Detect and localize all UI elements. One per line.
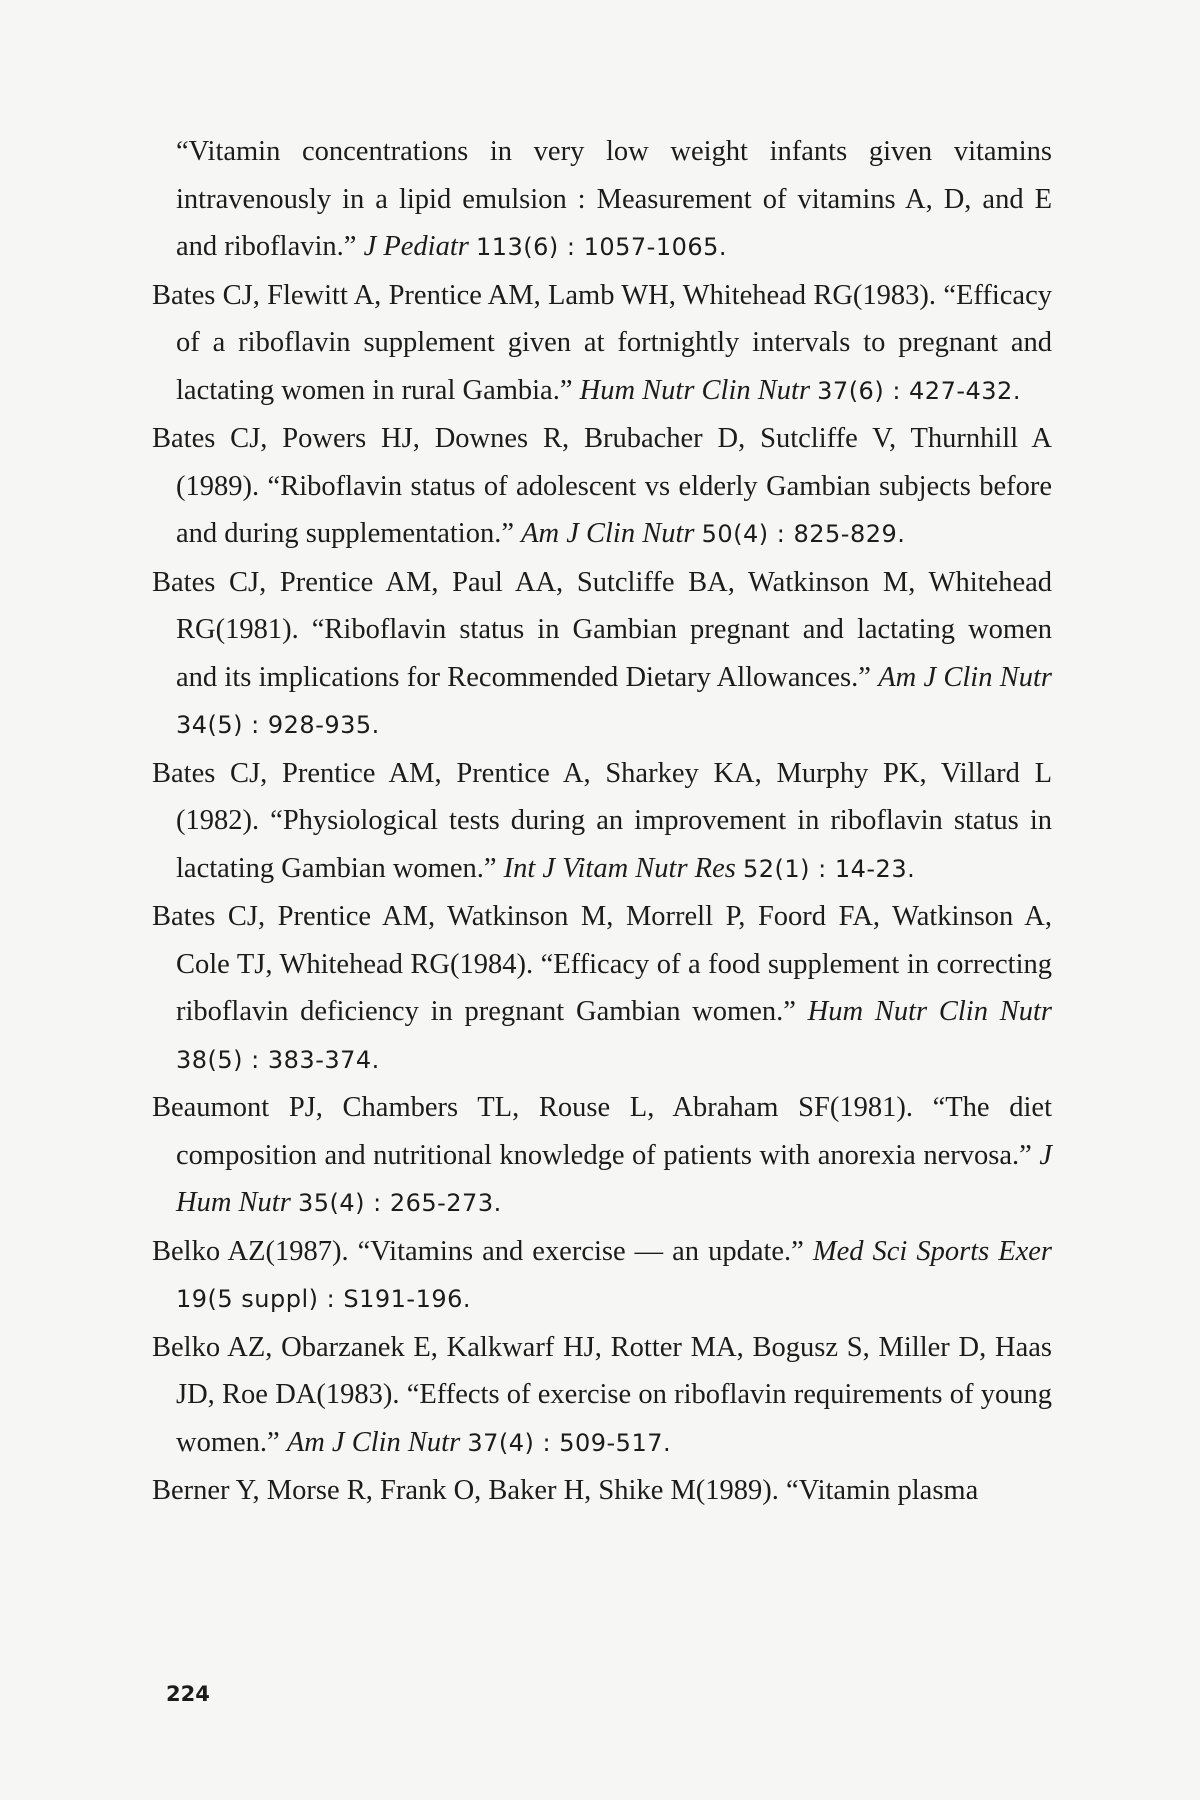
reference-authors: Bates CJ, Prentice AM, Prentice A, Sharkey KA, Murphy PK, Villard L (1982). (152, 757, 1052, 836)
reference-entry (152, 272, 1052, 416)
reference-title: “Riboflavin status in Gambian pregnant and lactating women and its implications for Recommended Dietary Allowances.” (176, 614, 1052, 693)
reference-entry (152, 1467, 1052, 1515)
reference-title: “The diet composition and nutritional knowledge of patients with anorexia nervosa.” (176, 1092, 1052, 1171)
reference-entry (152, 128, 1052, 272)
reference-authors: Bates CJ, Flewitt A, Prentice AM, Lamb WH, Whitehead RG(1983). (152, 279, 937, 311)
reference-citation: 113(6) : 1057-1065. (475, 233, 728, 261)
reference-authors: Belko AZ, Obarzanek E, Kalkwarf HJ, Rotter MA, Bogusz S, Miller D, Haas JD, Roe DA(1983). (152, 1331, 1052, 1410)
reference-title: “Efficacy of a riboflavin supplement given at fortnightly intervals to pregnant and lactating women in rural Gambia.” (176, 279, 1052, 406)
reference-citation: 19(5 suppl) : S191-196. (176, 1285, 471, 1313)
reference-title: “Riboflavin status of adolescent vs elderly Gambian subjects before and during supplementation.” (176, 470, 1053, 549)
reference-authors: Bates CJ, Powers HJ, Downes R, Brubacher D, Sutcliffe V, Thurnhill A (1989). (152, 423, 1052, 502)
reference-title: “Vitamins and exercise — an update.” (357, 1235, 804, 1267)
reference-authors: Beaumont PJ, Chambers TL, Rouse L, Abraham SF(1981). (152, 1092, 913, 1123)
reference-entry (152, 1324, 1052, 1468)
reference-journal: Int J Vitam Nutr Res (503, 852, 736, 884)
reference-entry (152, 1228, 1052, 1324)
reference-citation: 35(4) : 265-273. (297, 1189, 502, 1217)
reference-citation: 37(6) : 427-432. (817, 376, 1021, 405)
reference-entry (152, 415, 1052, 559)
reference-journal: Am J Clin Nutr (521, 518, 695, 549)
reference-authors: Belko AZ(1987). (152, 1235, 349, 1267)
reference-entry (152, 1084, 1052, 1228)
reference-journal: Hum Nutr Clin Nutr (579, 374, 811, 406)
page-number: 224 (166, 1682, 210, 1706)
reference-entry (152, 559, 1052, 750)
reference-authors: Berner Y, Morse R, Frank O, Baker H, Shike M(1989). (152, 1475, 779, 1506)
reference-citation: 34(5) : 928-935. (176, 711, 380, 739)
reference-journal: J Hum Nutr (176, 1139, 1052, 1218)
reference-title: “Efficacy of a food supplement in correcting riboflavin deficiency in pregnant Gambian women.” (176, 948, 1053, 1027)
reference-journal: Hum Nutr Clin Nutr (807, 996, 1052, 1027)
reference-title: “Vitamin plasma (786, 1475, 979, 1506)
reference-journal: Med Sci Sports Exer (812, 1235, 1053, 1267)
reference-citation: 38(5) : 383-374. (176, 1045, 380, 1074)
reference-entry (152, 750, 1052, 894)
reference-journal: Am J Clin Nutr (286, 1426, 461, 1458)
reference-authors: Bates CJ, Prentice AM, Paul AA, Sutcliffe BA, Watkinson M, Whitehead RG(1981). (152, 566, 1052, 645)
reference-journal: Am J Clin Nutr (878, 661, 1052, 693)
reference-title: “Effects of exercise on riboflavin requirements of young women.” (176, 1379, 1053, 1458)
reference-citation: 52(1) : 14-23. (742, 854, 916, 883)
reference-citation: 37(4) : 509-517. (467, 1428, 672, 1457)
reference-list (152, 128, 1052, 1515)
reference-title: “Physiological tests during an improvement in riboflavin status in lactating Gambian women.” (176, 805, 1052, 884)
reference-journal: J Pediatr (363, 231, 469, 262)
reference-citation: 50(4) : 825-829. (701, 520, 906, 548)
reference-title: “Vitamin concentrations in very low weight infants given vitamins intravenously in a lipid emulsion : Measurement of vitamins A, D, and E and riboflavin.” (176, 136, 1052, 262)
reference-entry (152, 893, 1052, 1084)
reference-authors: Bates CJ, Prentice AM, Watkinson M, Morrell P, Foord FA, Watkinson A, Cole TJ, Whitehead RG(1984). (152, 901, 1052, 980)
